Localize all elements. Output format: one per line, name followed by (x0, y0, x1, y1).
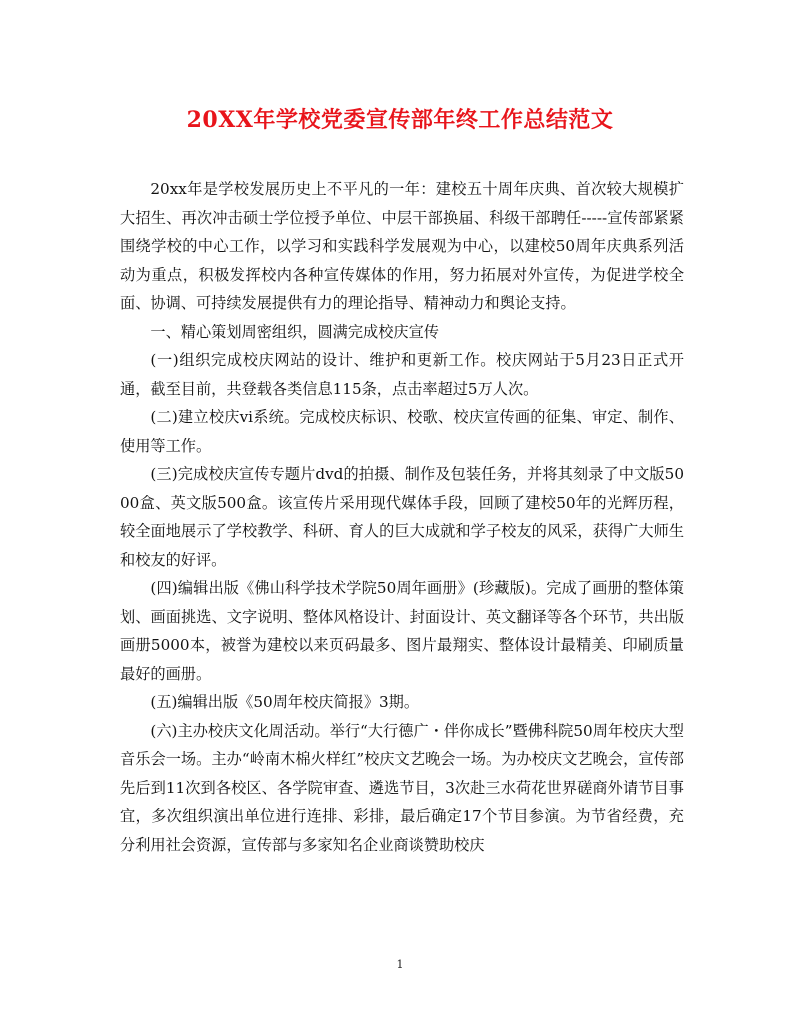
document-title: 20XX年学校党委宣传部年终工作总结范文 (186, 107, 614, 133)
paragraph-intro: 20xx年是学校发展历史上不平凡的一年：建校五十周年庆典、首次较大规模扩大招生、再次冲击硕士学位授予单位、中层干部换届、科级干部聘任-----宣传部紧紧围绕学校的中心工作，以学习和实践科学发展观为中心，以建校50周年庆典系列活动为重点，积极发挥校内各种宣传媒体的作用，努力拓展对外宣传，为促进学校全面、协调、可持续发展提供有力的理论指导、精神动力和舆论支持。 (120, 180, 684, 312)
paragraph-item-1: (一)组织完成校庆网站的设计、维护和更新工作。校庆网站于5月23日正式开通，截至目前，共登载各类信息115条，点击率超过5万人次。 (120, 351, 684, 398)
page-number: 1 (396, 958, 404, 971)
paragraph-item-6: (六)主办校庆文化周活动。举行“大行德广・伴你成长”暨佛科院50周年校庆大型音乐会一场。主办“岭南木棉火样红”校庆文艺晚会一场。为办校庆文艺晚会，宣传部先后到11次到各校区、各学院审查、遴选节目，3次赴三水荷花世界磋商外请节目事宜，多次组织演出单位进行连排、彩排，最后确定17个节目参演。为节省经费，充分利用社会资源，宣传部与多家知名企业商谈赞助校庆 (120, 721, 684, 854)
paragraph-item-5: (五)编辑出版《50周年校庆简报》3期。 (150, 693, 420, 711)
paragraph-item-2: (二)建立校庆vi系统。完成校庆标识、校歌、校庆宣传画的征集、审定、制作、使用等工作。 (120, 408, 684, 455)
section-heading-1: 一、精心策划周密组织，圆满完成校庆宣传 (150, 322, 439, 341)
paragraph-item-3: (三)完成校庆宣传专题片dvd的拍摄、制作及包装任务，并将其刻录了中文版5000盒、英文版500盒。该宣传片采用现代媒体手段，回顾了建校50年的光辉历程，较全面地展示了学校教学、科研、育人的巨大成就和学子校友的风采，获得广大师生和校友的好评。 (120, 465, 684, 569)
paragraph-item-4: (四)编辑出版《佛山科学技术学院50周年画册》(珍藏版)。完成了画册的整体策划、画面挑选、文字说明、整体风格设计、封面设计、英文翻译等各个环节，共出版画册5000本，被誉为建校以来页码最多、图片最翔实、整体设计最精美、印刷质量最好的画册。 (120, 579, 684, 683)
document-body (120, 175, 684, 859)
